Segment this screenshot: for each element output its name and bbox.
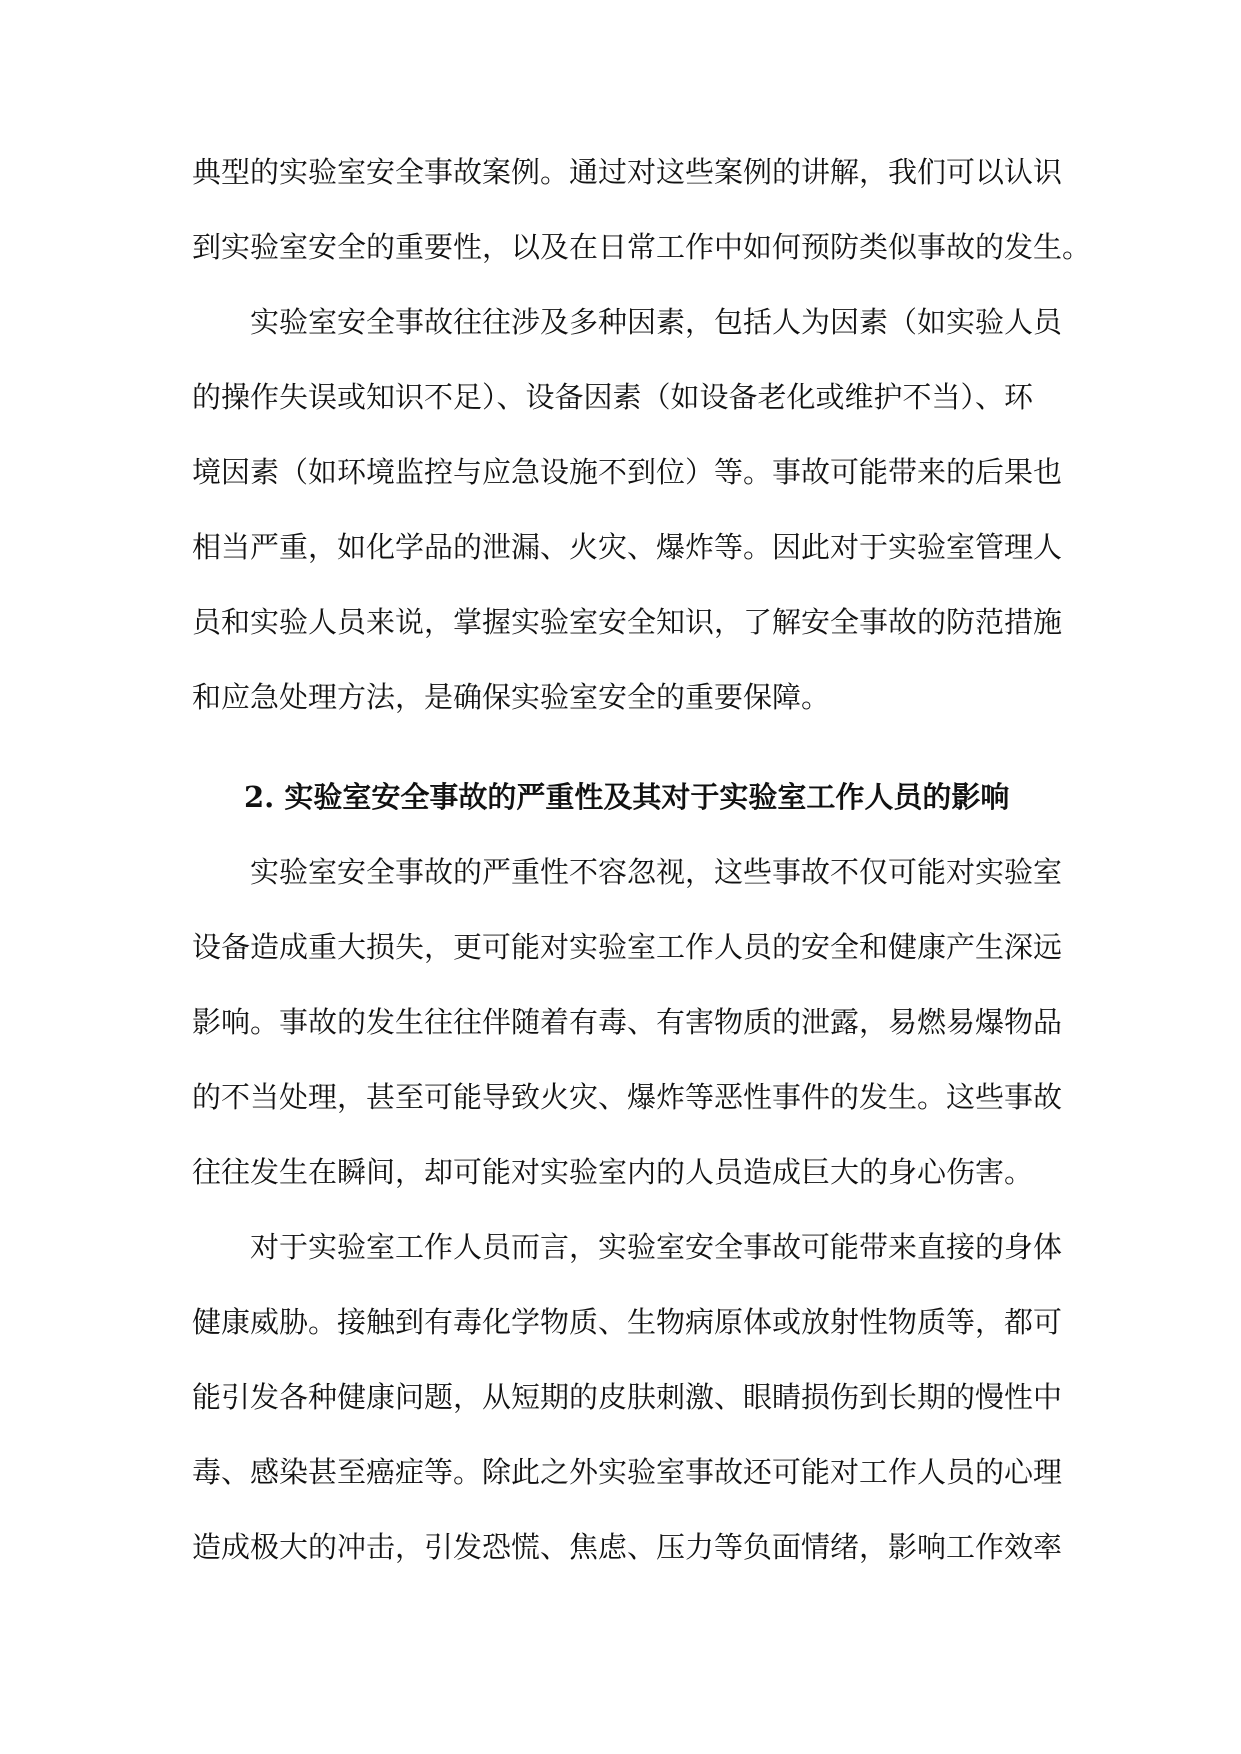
paragraph-line: 典型的实验室安全事故案例。通过对这些案例的讲解，我们可以认识 xyxy=(192,155,1063,189)
paragraph-line: 到实验室安全的重要性，以及在日常工作中如何预防类似事故的发生。 xyxy=(192,230,1092,264)
paragraph-line: 对于实验室工作人员而言，实验室安全事故可能带来直接的身体 xyxy=(250,1230,1063,1264)
paragraph-line: 的不当处理，甚至可能导致火灾、爆炸等恶性事件的发生。这些事故 xyxy=(192,1080,1063,1114)
section-heading: 2. 实验室安全事故的严重性及其对于实验室工作人员的影响 xyxy=(244,780,1010,814)
paragraph-line: 的操作失误或知识不足）、设备因素（如设备老化或维护不当）、环 xyxy=(192,380,1034,414)
paragraph-line: 实验室安全事故往往涉及多种因素，包括人为因素（如实验人员 xyxy=(250,305,1063,339)
paragraph-line: 能引发各种健康问题，从短期的皮肤刺激、眼睛损伤到长期的慢性中 xyxy=(192,1380,1063,1414)
paragraph-line: 实验室安全事故的严重性不容忽视，这些事故不仅可能对实验室 xyxy=(250,855,1063,889)
paragraph-line: 境因素（如环境监控与应急设施不到位）等。事故可能带来的后果也 xyxy=(192,455,1063,489)
paragraph-line: 员和实验人员来说，掌握实验室安全知识，了解安全事故的防范措施 xyxy=(192,605,1063,639)
paragraph-line: 影响。事故的发生往往伴随着有毒、有害物质的泄露，易燃易爆物品 xyxy=(192,1005,1063,1039)
paragraph-line: 相当严重，如化学品的泄漏、火灾、爆炸等。因此对于实验室管理人 xyxy=(192,530,1063,564)
paragraph-line: 往往发生在瞬间，却可能对实验室内的人员造成巨大的身心伤害。 xyxy=(192,1155,1034,1189)
paragraph-line: 设备造成重大损失，更可能对实验室工作人员的安全和健康产生深远 xyxy=(192,930,1063,964)
paragraph-line: 和应急处理方法，是确保实验室安全的重要保障。 xyxy=(192,680,831,714)
paragraph-line: 造成极大的冲击，引发恐慌、焦虑、压力等负面情绪，影响工作效率 xyxy=(192,1530,1063,1564)
paragraph-line: 健康威胁。接触到有毒化学物质、生物病原体或放射性物质等，都可 xyxy=(192,1305,1063,1339)
paragraph-line: 毒、感染甚至癌症等。除此之外实验室事故还可能对工作人员的心理 xyxy=(192,1455,1063,1489)
